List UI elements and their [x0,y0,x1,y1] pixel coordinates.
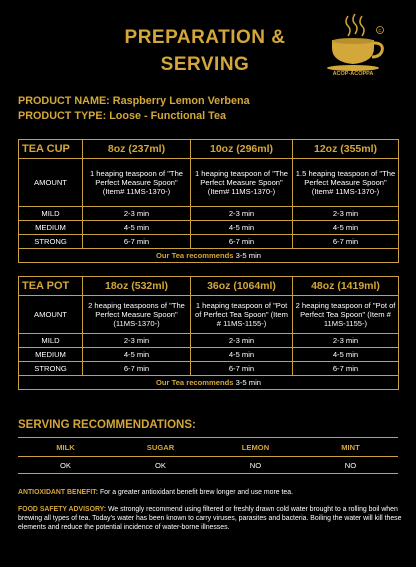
serving-value: OK [113,457,208,474]
amount-cell: 1 heaping teaspoon of "The Perfect Measure Spoon" (Item# 11MS-1370-) [83,159,191,207]
time-cell: 2-3 min [83,334,191,348]
size-header: 10oz (296ml) [191,140,293,159]
serving-header: MILK [18,438,113,457]
strength-label: MILD [19,334,83,348]
product-name-label: PRODUCT NAME: [18,95,110,107]
tea-cup-table [18,139,399,263]
tea-cup-logo-icon [322,12,388,76]
time-cell: 4-5 min [191,348,293,362]
strength-label: MILD [19,207,83,221]
time-cell: 4-5 min [83,221,191,235]
strength-label: MEDIUM [19,348,83,362]
time-cell: 6-7 min [191,235,293,249]
serving-header: MINT [303,438,398,457]
product-type-label: PRODUCT TYPE: [18,110,107,122]
strength-label: STRONG [19,362,83,376]
time-cell: 6-7 min [293,362,399,376]
serving-value: NO [208,457,303,474]
time-cell: 4-5 min [191,221,293,235]
time-cell: 4-5 min [293,221,399,235]
recommendation-row [19,376,399,390]
amount-label: AMOUNT [19,296,83,334]
serving-header: SUGAR [113,438,208,457]
tea-pot-table [18,276,399,390]
recommendation-row [19,249,399,263]
title-line-1: PREPARATION & [124,27,286,48]
amount-cell: 1 heaping teaspoon of "Pot of Perfect Tea Spoon" (Item # 11MS-1155-) [191,296,293,334]
recommend-label: Our Tea recommends [156,378,234,387]
page-title [105,24,305,78]
time-cell: 6-7 min [83,235,191,249]
amount-cell: 2 heaping teaspoons of "The Perfect Measure Spoon" (11MS-1370-) [83,296,191,334]
serving-header: LEMON [208,438,303,457]
recommend-value: 3-5 min [235,251,261,260]
size-header: 12oz (355ml) [293,140,399,159]
product-name: Raspberry Lemon Verbena [112,95,250,107]
size-header: 36oz (1064ml) [191,277,293,296]
time-cell: 6-7 min [293,235,399,249]
logo-text: ACOP-ACOPPA [332,71,374,76]
time-cell: 6-7 min [191,362,293,376]
table-title: TEA POT [19,277,83,296]
serving-heading: SERVING RECOMMENDATIONS: [18,419,196,431]
time-cell: 2-3 min [83,207,191,221]
size-header: 8oz (237ml) [83,140,191,159]
svg-text:C: C [378,28,382,33]
antioxidant-text: For a greater antioxidant benefit brew longer and use more tea. [99,489,293,496]
size-header: 18oz (532ml) [83,277,191,296]
amount-cell: 1.5 heaping teaspoon of "The Perfect Measure Spoon" (Item# 11MS-1370-) [293,159,399,207]
serving-value: OK [18,457,113,474]
recommend-label: Our Tea recommends [156,251,234,260]
time-cell: 2-3 min [191,207,293,221]
antioxidant-label: ANTIOXIDANT BENEFIT: [18,489,99,496]
product-type: Loose - Functional Tea [109,110,226,122]
strength-label: STRONG [19,235,83,249]
time-cell: 4-5 min [83,348,191,362]
time-cell: 2-3 min [293,207,399,221]
time-cell: 2-3 min [293,334,399,348]
title-line-2: SERVING [160,54,250,75]
serving-value: NO [303,457,398,474]
safety-label: FOOD SAFETY ADVISORY: [18,506,107,513]
table-title: TEA CUP [19,140,83,159]
amount-cell: 2 heaping teaspoon of "Pot of Perfect Tea Spoon" (Item # 11MS-1155-) [293,296,399,334]
safety-note [18,505,402,533]
antioxidant-note [18,488,402,497]
serving-table [18,437,398,474]
amount-label: AMOUNT [19,159,83,207]
safety-text: We strongly recommend using filtered or freshly drawn cold water brought to a rolling boil when brewing all types of tea. Today's water has been known to carry viruses, parasites and bacteria. Boiling the water will kill these elements and reduce the potential incidence of water-borne illnesses. [18,506,402,532]
header [0,0,416,90]
amount-cell: 1 heaping teaspoon of "The Perfect Measure Spoon" (Item# 11MS-1370-) [191,159,293,207]
time-cell: 2-3 min [191,334,293,348]
time-cell: 4-5 min [293,348,399,362]
time-cell: 6-7 min [83,362,191,376]
size-header: 48oz (1419ml) [293,277,399,296]
strength-label: MEDIUM [19,221,83,235]
product-name-line [18,94,250,109]
product-type-line [18,109,250,124]
product-info [18,94,250,124]
recommend-value: 3-5 min [235,378,261,387]
